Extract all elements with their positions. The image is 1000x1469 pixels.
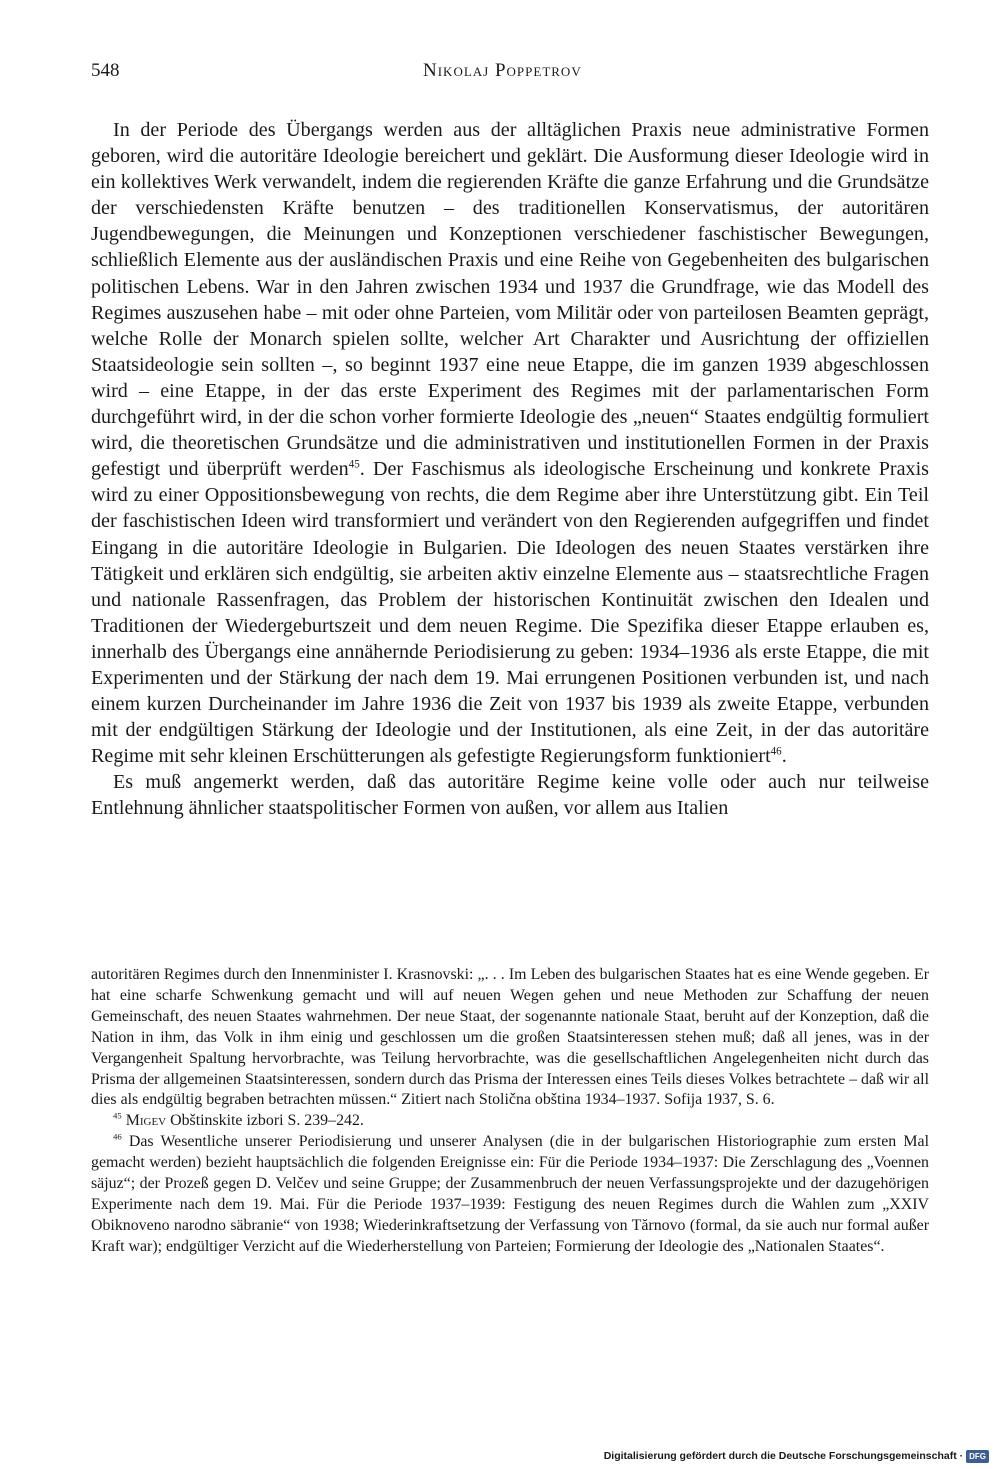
footnote-text: Obštinskite izbori S. 239–242. — [166, 1112, 364, 1130]
footnote-ref-45: 45 — [348, 458, 360, 471]
paragraph-text: . Der Faschismus als ideologische Erscheinung und konkrete Praxis wird zu einer Oppositionsbewegung von rechts, die dem Regime aber ihre Unterstützung gibt. Ein Teil der faschistischen Ideen wird transformiert und verändert von den Regierenden aufgegriffen und findet Eingang in die autoritäre Ideologie in Bulgarien. Die Ideologen des neuen Staates verstärken ihre Tätigkeit und erklären sich endgültig, sie arbeiten aktiv einzelne Elemente aus – staatsrechtliche Fragen und nationale Rassenfragen, das Problem der historischen Kontinuität zwischen den Idealen und Traditionen der Wiedergeburtszeit und dem neuen Regime. Die Spezifika dieser Etappe erlauben es, innerhalb des Übergangs eine annähernde Periodisierung zu geben: 1934–1936 als erste Etappe, die mit Experimenten und der Stärkung der nach dem 19. Mai errungenen Positionen verbunden ist, und nach einem kurzen Durcheinander im Jahre 1936 die Zeit von 1937 bis 1939 als zweite Etappe, verbunden mit der endgültigen Stärkung der Ideologie und der Institutionen, als eine Zeit, in der das autoritäre Regime mit sehr kleinen Erschütterungen als gefestigte Regierungsform funktioniert — [91, 458, 929, 768]
footnote-author: Migev — [125, 1112, 167, 1130]
digitization-credit — [604, 1449, 989, 1463]
dfg-logo-icon: DFG — [966, 1450, 989, 1463]
paragraph-text: . — [781, 745, 787, 768]
paragraph: Es muß angemerkt werden, daß das autoritäre Regime keine volle oder auch nur teilweise Entlehnung ähnlicher staatspolitischer Formen von außen, vor allem aus Italien — [91, 771, 929, 820]
running-head: Nikolaj Poppetrov — [423, 60, 582, 81]
main-text — [91, 117, 929, 822]
footnote-text: Das Wesentliche unserer Periodisierung und unserer Analysen (die in der bulgarischen Historiographie zum ersten Mal gemacht werden) bezieht hauptsächlich die folgenden Ereignisse ein: Für die Periode 1934–1937: Die Zerschlagung des „Voennen säjuz“; der Prozeß gegen D. Velčev und seine Gruppe; der Zusammenbruch der neuen Verfassungsprojekte und der dazugehörigen Experimente nach dem 19. Mai. Für die Periode 1937–1939: Festigung des neuen Regimes durch die Wahlen zum „XXIV Obiknoveno narodno säbranie“ von 1938; Wiederinkraftsetzung der Verfassung von Tărnovo (formal, da sie auch nur formal außer Kraft war); endgültiger Verzicht auf die Wiederherstellung von Parteien; Formierung der Ideologie des „Nationalen Staates“. — [91, 1133, 929, 1255]
footnote-46 — [91, 1132, 929, 1257]
footnote-number: 45 — [113, 1111, 122, 1122]
paragraph — [91, 117, 929, 769]
paragraph-text: In der Periode des Übergangs werden aus der alltäglichen Praxis neue administrative Formen geboren, wird die autoritäre Ideologie bereichert und geklärt. Die Ausformung dieser Ideologie wird in ein kollektives Werk verwandelt, indem die regierenden Kräfte die ganze Erfahrung und die Grundsätze der verschiedensten Kräfte benutzen – des traditionellen Konservatismus, der autoritären Jugendbewegungen, die Meinungen und Konzeptionen verschiedener faschistischer Bewegungen, schließlich Elemente aus der ausländischen Praxis und eine Reihe von Gegebenheiten des bulgarischen politischen Lebens. War in den Jahren zwischen 1934 und 1937 die Grundfrage, wie das Modell des Regimes auszusehen habe – mit oder ohne Parteien, vom Militär oder von parteilosen Beamten geprägt, welche Rolle der Monarch spielen sollte, welcher Art Charakter und Ausrichtung der offiziellen Staatsideologie sein sollten –, so beginnt 1937 eine neue Etappe, die im ganzen 1939 abgeschlossen wird – eine Etappe, in der das erste Experiment des Regimes mit der parlamentarischen Form durchgeführt wird, in der die schon vorher formierte Ideologie des „neuen“ Staates endgültig formuliert wird, die theoretischen Grundsätze und die administrativen und institutionellen Formen in der Praxis gefestigt und überprüft werden — [91, 119, 929, 481]
footnote-number: 46 — [113, 1131, 122, 1142]
footnote-45 — [91, 1111, 929, 1132]
credit-text: Digitalisierung gefördert durch die Deutsche Forschungsgemeinschaft · — [603, 1450, 964, 1462]
footnotes — [91, 965, 929, 1258]
footnote-ref-46: 46 — [770, 745, 782, 758]
footnote-continuation: autoritären Regimes durch den Innenminister I. Krasnovski: „. . . Im Leben des bulgarischen Staates hat es eine Wende gegeben. Er hat eine scharfe Schwenkung gemacht und will auf neuen Wegen gehen und neue Methoden zur Schaffung der neuen Gemeinschaft, des neuen Staates wahrnehmen. Der neue Staat, der sogenannte nationale Staat, beruht auf der Konzeption, daß die Nation in ihm, das Volk in ihm einig und geschlossen um die großen Staatsinteressen stehen muß; daß all jenes, was in der Vergangenheit Spaltung hervorbrachte, was Teilung hervorbrachte, was die gesellschaftlichen Angelegenheiten nicht durch das Prisma der allgemeinen Staatsinteressen, sondern durch das Prisma der Interessen eines Teils dieses Volkes betrachtete – daß wir all dies als endgültig begraben betrachten müssen.“ Zitiert nach Stoličnа obština 1934–1937. Sofija 1937, S. 6. — [91, 966, 929, 1109]
page-number: 548 — [91, 60, 120, 81]
